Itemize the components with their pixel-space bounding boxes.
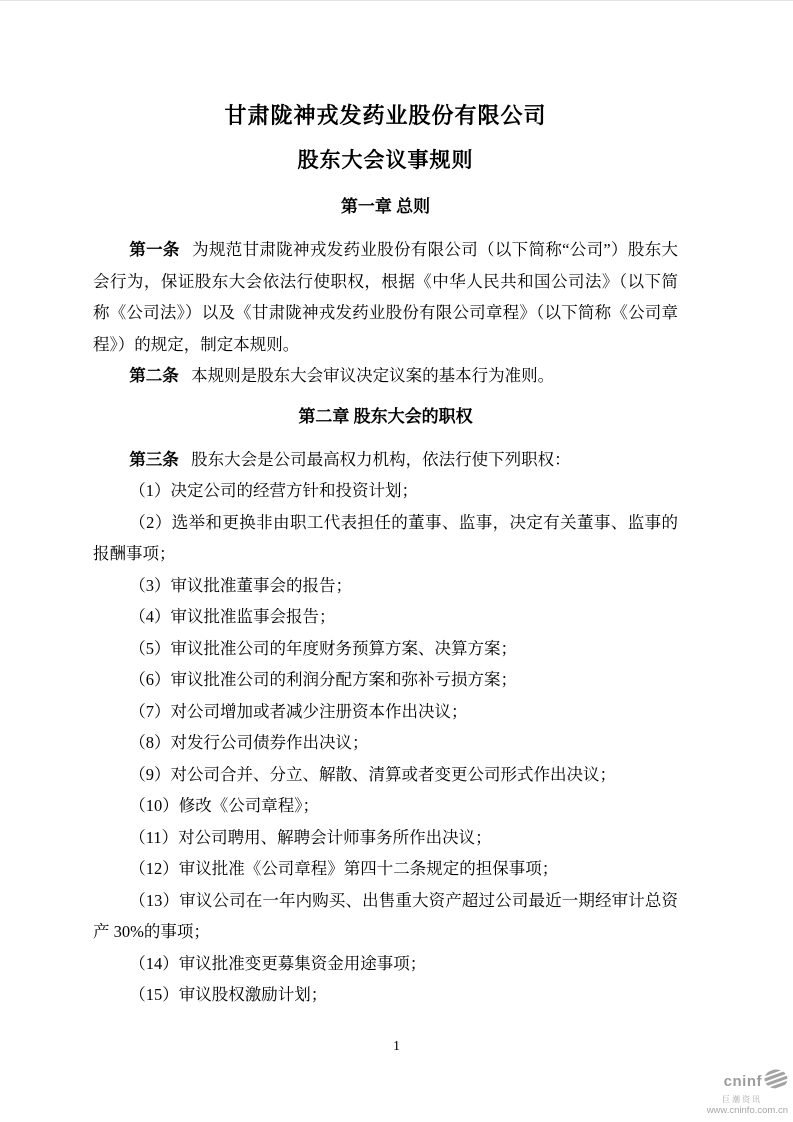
article-1-text: 为规范甘肃陇神戎发药业股份有限公司（以下简称“公司”）股东大会行为，保证股东大会依法行使职权，根据《中华人民共和国公司法》（以下简称《公司法》）以及《甘肃陇神戎发药业股份有限公司章程》（以下简称《公司章程》）的规定，制定本规则。: [93, 240, 679, 354]
chapter-1-heading: 第一章 总则: [340, 197, 431, 216]
article-1-label: 第一条: [129, 240, 180, 259]
document-title: 甘肃陇神戎发药业股份有限公司: [224, 103, 547, 128]
article-3-text: 股东大会是公司最高权力机构，依法行使下列职权：: [191, 449, 571, 469]
clause-item-7: （7）对公司增加或者减少注册资本作出决议；: [129, 701, 468, 721]
page-number: 1: [393, 1039, 400, 1054]
clause-item-3: （3）审议批准董事会的报告；: [129, 575, 353, 595]
chapter-2-heading: 第二章 股东大会的职权: [298, 406, 473, 426]
article-3: [93, 444, 678, 476]
clause-item-14: （14）审议批准变更募集资金用途事项；: [129, 953, 427, 973]
clause-item-13: （13）审议公司在一年内购买、出售重大资产超过公司最近一期经审计总资产 30%的事项；: [93, 890, 678, 941]
clause-item-10: （10）修改《公司章程》；: [129, 796, 320, 815]
clause-item-9: （9）对公司合并、分立、解散、清算或者变更公司形式作出决议；: [129, 764, 617, 784]
cninfo-url: www.cninfo.com.cn: [706, 1105, 788, 1116]
cninfo-logo-text: cninf: [723, 1073, 762, 1090]
cninfo-logo-row: [707, 1069, 788, 1094]
clause-item-6: （6）审议批准公司的利润分配方案和弥补亏损方案；: [129, 670, 518, 689]
clause-item-15: （15）审议股权激励计划；: [129, 985, 328, 1004]
clause-item-4: （4）审议批准监事会报告；: [129, 607, 336, 626]
article-2: [93, 360, 678, 392]
clause-item-12: （12）审议批准《公司章程》第四十二条规定的担保事项；: [129, 859, 559, 878]
article-2-label: 第二条: [129, 366, 179, 385]
clause-item-2: （2）选举和更换非由职工代表担任的董事、监事，决定有关董事、监事的报酬事项；: [93, 512, 678, 563]
article-1: [93, 234, 678, 360]
cninfo-logo: [707, 1069, 788, 1116]
clause-item-11: （11）对公司聘用、解聘会计师事务所作出决议；: [129, 827, 492, 847]
clause-item-8: （8）对发行公司债券作出决议；: [129, 733, 369, 752]
article-3-label: 第三条: [129, 449, 179, 469]
document-subtitle: 股东大会议事规则: [297, 148, 474, 172]
clause-item-5: （5）审议批准公司的年度财务预算方案、决算方案；: [129, 638, 518, 658]
cninfo-tagline: 巨潮资讯: [722, 1095, 762, 1104]
cninfo-swirl-icon: [764, 1069, 788, 1094]
article-2-text: 本规则是股东大会审议决定议案的基本行为准则。: [191, 366, 555, 385]
clause-item-1: （1）决定公司的经营方针和投资计划；: [129, 481, 419, 500]
